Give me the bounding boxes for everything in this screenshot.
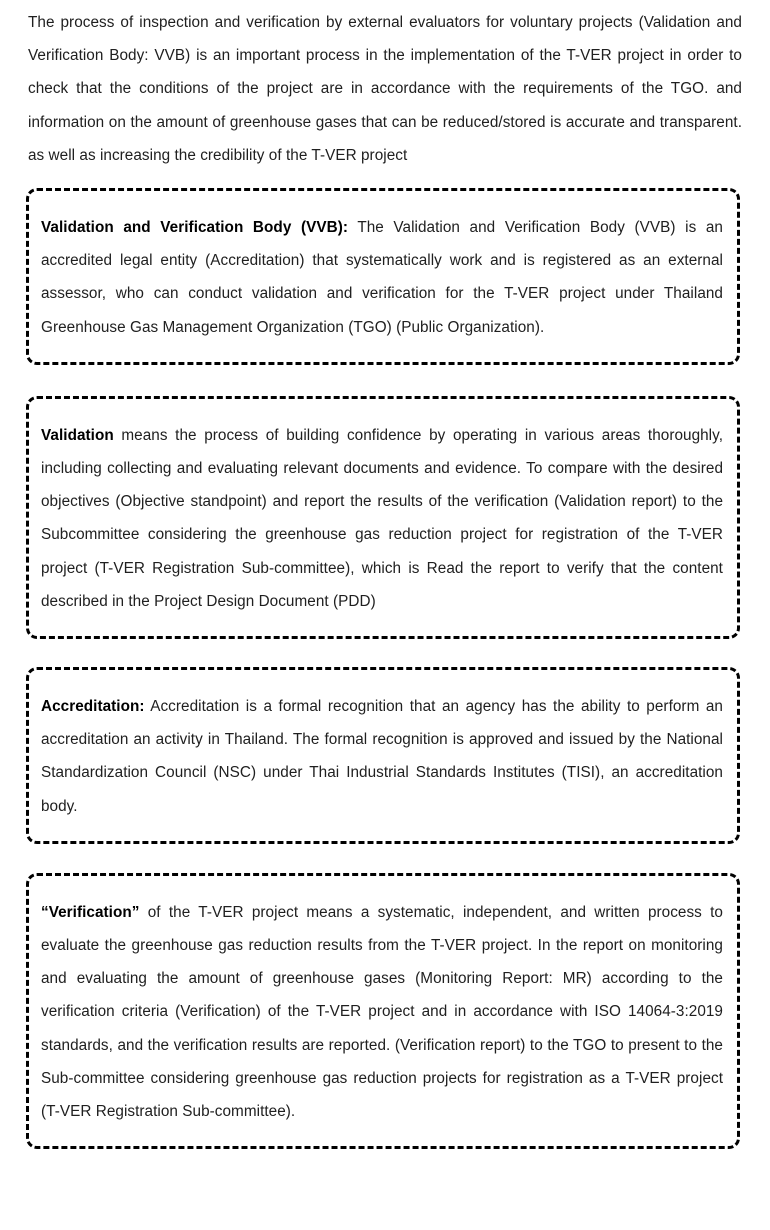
intro-paragraph-text: The process of inspection and verification by external evaluators for voluntary projects (Validation and Verification Body: VVB) is an important process in the implementation of the T-VER project in order to check that the conditions of the project are in accordance with the requirements of the TGO. and information on the amount of greenhouse gases that can be reduced/stored is accurate and transparent. as well as increasing the credibility of the T-VER project (28, 14, 742, 164)
definition-vvb-text (41, 211, 723, 344)
definition-verification-text (41, 896, 723, 1128)
definition-box-verification (26, 873, 740, 1149)
definition-validation-lead: Validation (41, 426, 114, 444)
definition-verification-body: of the T-VER project means a systematic, independent, and written process to evaluate the greenhouse gas reduction results from the T-VER project. In the report on monitoring and evaluating the amount of greenhouse gases (Monitoring Report: MR) according to the verification criteria (Verification) of the T-VER project and in accordance with ISO 14064-3:2019 standards, and the verification results are reported. (Verification report) to the TGO to present to the Sub-committee considering greenhouse gas reduction projects for registration as a T-VER project (T-VER Registration Sub-committee). (41, 903, 723, 1121)
definition-accreditation-lead: Accreditation: (41, 698, 145, 716)
definition-accreditation-text (41, 690, 723, 823)
definition-verification-lead: “Verification” (41, 903, 140, 921)
definition-box-validation (26, 396, 740, 639)
definition-box-accreditation (26, 667, 740, 844)
definition-vvb-lead: Validation and Verification Body (VVB): (41, 219, 348, 237)
definition-validation-text (41, 419, 723, 618)
definition-accreditation-body: Accreditation is a formal recognition that an agency has the ability to perform an accreditation an activity in Thailand. The formal recognition is approved and issued by the National Standardization Council (NSC) under Thai Industrial Standards Institutes (TISI), an accreditation body. (41, 698, 723, 815)
definition-validation-body: means the process of building confidence by operating in various areas thoroughly, including collecting and evaluating relevant documents and evidence. To compare with the desired objectives (Objective standpoint) and report the results of the verification (Validation report) to the Subcommittee considering the greenhouse gas reduction project for registration of the T-VER project (T-VER Registration Sub-committee), which is Read the report to verify that the content described in the Project Design Document (PDD) (41, 426, 723, 610)
definition-vvb-body: The Validation and Verification Body (VVB) is an accredited legal entity (Accreditation) that systematically work and is registered as an external assessor, who can conduct validation and verification for the T-VER project under Thailand Greenhouse Gas Management Organization (TGO) (Public Organization). (41, 219, 723, 336)
definition-box-vvb (26, 188, 740, 365)
intro-paragraph (0, 0, 770, 172)
